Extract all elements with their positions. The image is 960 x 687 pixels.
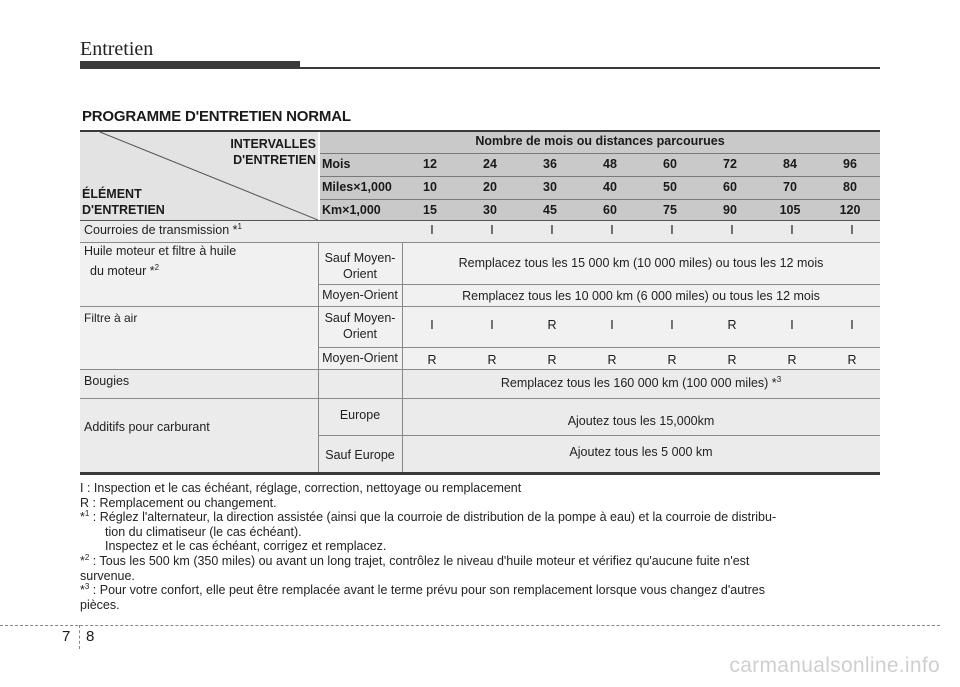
- interval-value: 120: [839, 203, 861, 217]
- interval-value: 60: [663, 157, 677, 171]
- grid-line: [80, 220, 880, 221]
- bougies-label: Bougies: [84, 374, 130, 388]
- note-1-ref: 1: [84, 509, 90, 519]
- interval-value: 96: [843, 157, 857, 171]
- page-section-number: 7: [62, 628, 71, 645]
- courroies-mark: I: [730, 223, 734, 237]
- note-1: [80, 510, 880, 525]
- huile-label-line2-text: du moteur *: [90, 264, 155, 278]
- filtre-moyen-mark: R: [787, 353, 797, 367]
- filtre-air-label: Filtre à air: [84, 311, 138, 325]
- corner-element: [82, 186, 165, 218]
- interval-value: 40: [603, 180, 617, 194]
- note-3-star: *: [80, 583, 85, 598]
- additifs-europe-label: Europe: [339, 408, 381, 422]
- courroies-mark: I: [670, 223, 674, 237]
- interval-label: Mois: [322, 157, 351, 171]
- filtre-sauf-mark: R: [727, 318, 737, 332]
- additifs-europe-text: Ajoutez tous les 15,000km: [567, 414, 715, 428]
- filtre-sauf-label: [318, 310, 402, 342]
- interval-value: 50: [663, 180, 677, 194]
- section-title: PROGRAMME D'ENTRETIEN NORMAL: [82, 108, 351, 125]
- grid-line: [80, 306, 880, 307]
- filtre-sauf-mark: I: [790, 318, 794, 332]
- watermark: carmanualsonline.info: [729, 654, 940, 677]
- note-ref: 3: [776, 374, 782, 384]
- interval-value: 60: [723, 180, 737, 194]
- huile-label-line2: [90, 264, 159, 278]
- filtre-sauf-mark: I: [490, 318, 494, 332]
- additifs-sauf-europe-label: Sauf Europe: [325, 448, 395, 462]
- interval-value: 36: [543, 157, 557, 171]
- filtre-moyen-mark: R: [487, 353, 497, 367]
- note-3-ref: 3: [84, 582, 90, 591]
- courroies-mark: I: [790, 223, 794, 237]
- interval-value: 75: [663, 203, 677, 217]
- corner-intervalles-line2: D'ENTRETIEN: [233, 153, 316, 167]
- huile-sauf-text: Remplacez tous les 15 000 km (10 000 miles) ou tous les 12 mois: [458, 256, 824, 270]
- courroies-label-text: Courroies de transmission *: [84, 223, 238, 237]
- note-2-line2: survenue.: [80, 568, 135, 583]
- interval-header-title: Nombre de mois ou distances parcourues: [475, 134, 725, 148]
- filtre-moyen-mark: R: [547, 353, 557, 367]
- interval-label: Miles×1,000: [322, 180, 392, 194]
- interval-value: 60: [603, 203, 617, 217]
- table-bottom-rule: [80, 472, 880, 475]
- note-2-star: *: [80, 553, 85, 568]
- filtre-moyen-mark: R: [427, 353, 437, 367]
- filtre-sauf-mark: I: [430, 318, 434, 332]
- huile-sauf-label: [318, 250, 402, 282]
- huile-moyen-text: Remplacez tous les 10 000 km (6 000 miles) ou tous les 12 mois: [462, 289, 820, 303]
- corner-element-line2: D'ENTRETIEN: [82, 203, 165, 217]
- chapter-title: Entretien: [80, 38, 154, 60]
- courroies-label: [84, 223, 242, 237]
- filtre-sauf-mark: R: [547, 318, 557, 332]
- filtre-sauf-mark: I: [850, 318, 854, 332]
- interval-value: 12: [423, 157, 437, 171]
- interval-row-miles: [320, 177, 880, 199]
- interval-value: 45: [543, 203, 557, 217]
- note-1-text: : Réglez l'alternateur, la direction assistée (ainsi que la courroie de distribution de la pompe à eau) et la courroie de distribu-: [89, 510, 777, 525]
- interval-value: 90: [723, 203, 737, 217]
- interval-value: 72: [723, 157, 737, 171]
- grid-line: [80, 398, 880, 399]
- note-3-text: : Pour votre confort, elle peut être remplacée avant le terme prévu pour son remplacement lorsque vous changez d'autres: [89, 583, 765, 598]
- interval-value: 30: [483, 203, 497, 217]
- interval-value: 80: [843, 180, 857, 194]
- huile-moyen-label: Moyen-Orient: [322, 288, 398, 302]
- filtre-moyen-mark: R: [847, 353, 857, 367]
- footer-dashed-rule: [0, 625, 940, 626]
- filtre-sauf-mark: I: [670, 318, 674, 332]
- note-ref: 1: [237, 221, 242, 231]
- huile-sauf-label-line1: Sauf Moyen-: [324, 251, 396, 265]
- interval-value: 30: [543, 180, 557, 194]
- table-corner-header: [80, 132, 318, 220]
- page-number-divider: [79, 625, 80, 649]
- legend-notes: [80, 481, 880, 612]
- interval-value: 70: [783, 180, 797, 194]
- note-r: R : Remplacement ou changement.: [80, 495, 277, 510]
- interval-row-mois: [320, 154, 880, 176]
- interval-value: 10: [423, 180, 437, 194]
- huile-sauf-label-line2: Orient: [342, 267, 378, 281]
- note-2-ref: 2: [84, 552, 90, 562]
- filtre-moyen-mark: R: [607, 353, 617, 367]
- courroies-mark: I: [550, 223, 554, 237]
- note-2-text: : Tous les 500 km (350 miles) ou avant un long trajet, contrôlez le niveau d'huile moteur et vérifiez qu'aucune fuite n'est: [89, 553, 750, 568]
- grid-line: [80, 242, 880, 243]
- interval-value: 20: [483, 180, 497, 194]
- bougies-text: [402, 376, 880, 390]
- bougies-text-main: Remplacez tous les 160 000 km (100 000 miles) *: [500, 376, 777, 390]
- additifs-sauf-europe-text: Ajoutez tous les 5 000 km: [569, 445, 713, 459]
- interval-value: 15: [423, 203, 437, 217]
- corner-intervalles-line1: INTERVALLES: [230, 137, 316, 151]
- additifs-label: Additifs pour carburant: [84, 420, 210, 434]
- filtre-moyen-label: Moyen-Orient: [322, 351, 398, 365]
- grid-line: [80, 369, 880, 370]
- note-1-line2: tion du climatiseur (le cas échéant).: [105, 524, 302, 539]
- courroies-mark: I: [490, 223, 494, 237]
- note-3-line2: pièces.: [80, 597, 120, 612]
- interval-value: 48: [603, 157, 617, 171]
- corner-intervalles: [230, 136, 316, 168]
- huile-label-line1: Huile moteur et filtre à huile: [84, 244, 237, 258]
- filtre-moyen-mark: R: [727, 353, 737, 367]
- note-1-line3: Inspectez et le cas échéant, corrigez et remplacez.: [105, 539, 387, 554]
- interval-value: 105: [779, 203, 801, 217]
- interval-label: Km×1,000: [322, 203, 381, 217]
- corner-element-line1: ÉLÉMENT: [82, 187, 142, 201]
- courroies-mark: I: [850, 223, 854, 237]
- filtre-sauf-mark: I: [610, 318, 614, 332]
- note-1-star: *: [80, 510, 85, 525]
- interval-value: 24: [483, 157, 497, 171]
- note-i: I : Inspection et le cas échéant, réglage, correction, nettoyage ou remplacement: [80, 481, 522, 495]
- maintenance-table: [80, 130, 880, 474]
- note-2: [80, 554, 880, 569]
- filtre-moyen-mark: R: [667, 353, 677, 367]
- courroies-mark: I: [430, 223, 434, 237]
- courroies-mark: I: [610, 223, 614, 237]
- filtre-sauf-label-line2: Orient: [342, 327, 378, 341]
- filtre-sauf-label-line1: Sauf Moyen-: [324, 311, 396, 325]
- interval-row-km: [320, 200, 880, 222]
- page-number: 8: [86, 628, 95, 645]
- header-rule-thin: [80, 67, 880, 69]
- interval-value: 84: [783, 157, 797, 171]
- note-3: [80, 583, 880, 598]
- interval-header: [320, 132, 880, 220]
- note-ref: 2: [154, 262, 160, 272]
